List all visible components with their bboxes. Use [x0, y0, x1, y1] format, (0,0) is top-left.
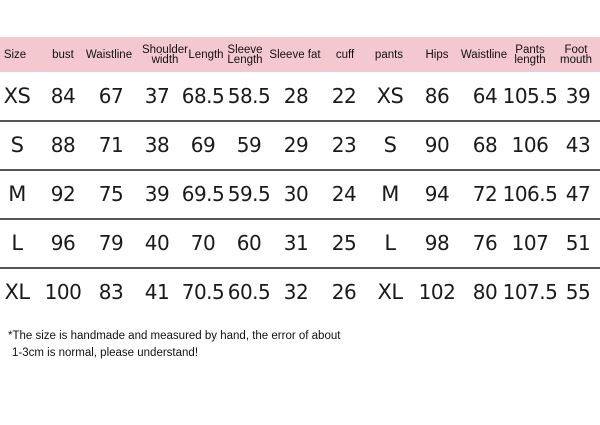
- measurement-cell: 38: [144, 133, 170, 157]
- measurement-cell: 88: [50, 133, 76, 157]
- header-cell: Waistline: [85, 48, 133, 61]
- measurement-cell: 55: [565, 280, 591, 304]
- measurement-cell: 70.5: [181, 280, 225, 304]
- measurement-cell: 94: [424, 182, 450, 206]
- measurement-cell: 75: [98, 182, 124, 206]
- measurement-cell: 96: [50, 231, 76, 255]
- measurement-cell: 41: [144, 280, 170, 304]
- measurement-cell: 68.5: [181, 84, 225, 108]
- table-row: [0, 219, 600, 267]
- measurement-cell: 59: [236, 133, 262, 157]
- size-label-cell: L: [384, 231, 396, 255]
- measurement-cell: 86: [424, 84, 450, 108]
- table-row: [0, 268, 600, 316]
- header-cell: Size: [3, 48, 27, 61]
- measurement-cell: 106.5: [502, 182, 558, 206]
- size-label-cell: XS: [376, 84, 404, 108]
- table-row: [0, 72, 600, 120]
- measurement-cell: 60: [236, 231, 262, 255]
- measurement-cell: 67: [98, 84, 124, 108]
- table-row: [0, 121, 600, 169]
- measurement-cell: 28: [283, 84, 309, 108]
- measurement-cell: 72: [472, 182, 498, 206]
- size-label-cell: S: [383, 133, 397, 157]
- measurement-cell: 107.5: [502, 280, 558, 304]
- measurement-cell: 100: [44, 280, 82, 304]
- size-label-cell: XL: [4, 280, 30, 304]
- measurement-cell: 80: [472, 280, 498, 304]
- measurement-cell: 22: [331, 84, 357, 108]
- measurement-cell: 90: [424, 133, 450, 157]
- header-cell: Foot mouth: [560, 43, 592, 66]
- measurement-cell: 47: [565, 182, 591, 206]
- measurement-cell: 51: [565, 231, 591, 255]
- measurement-cell: 84: [50, 84, 76, 108]
- header-cell: bust: [52, 48, 74, 61]
- measurement-cell: 64: [472, 84, 498, 108]
- measurement-cell: 37: [144, 84, 170, 108]
- header-cell: Hips: [425, 48, 449, 61]
- measurement-cell: 83: [98, 280, 124, 304]
- measurement-cell: 79: [98, 231, 124, 255]
- measurement-cell: 60.5: [227, 280, 271, 304]
- measurement-cell: 23: [331, 133, 357, 157]
- measurement-cell: 25: [331, 231, 357, 255]
- size-label-cell: XL: [377, 280, 403, 304]
- size-label-cell: M: [381, 182, 399, 206]
- measurement-cell: 69.5: [181, 182, 225, 206]
- measurement-cell: 106: [511, 133, 549, 157]
- note-line-1: *The size is handmade and measured by hand, the error of about: [8, 330, 341, 342]
- measurement-cell: 24: [331, 182, 357, 206]
- measurement-cell: 98: [424, 231, 450, 255]
- header-cell: Pants length: [514, 43, 546, 66]
- size-label-cell: M: [8, 182, 26, 206]
- header-cell: Sleeve fat: [269, 48, 321, 61]
- note-line-2: 1-3cm is normal, please understand!: [12, 347, 199, 359]
- measurement-cell: 69: [190, 133, 216, 157]
- measurement-cell: 107: [511, 231, 549, 255]
- measurement-cell: 40: [144, 231, 170, 255]
- header-cell: Shoulder width: [141, 43, 189, 66]
- size-label-cell: XS: [3, 84, 31, 108]
- measurement-cell: 29: [283, 133, 309, 157]
- table-header: [0, 37, 600, 72]
- measurement-cell: 71: [98, 133, 124, 157]
- measurement-cell: 39: [565, 84, 591, 108]
- header-cell: cuff: [335, 48, 355, 61]
- measurement-cell: 105.5: [502, 84, 558, 108]
- header-cell: pants: [374, 48, 404, 61]
- header-cell: Length: [188, 48, 224, 61]
- table-row: [0, 170, 600, 218]
- measurement-cell: 68: [472, 133, 498, 157]
- measurement-cell: 92: [50, 182, 76, 206]
- measurement-cell: 76: [472, 231, 498, 255]
- row-divider: [0, 218, 600, 220]
- size-label-cell: L: [11, 231, 23, 255]
- measurement-cell: 32: [283, 280, 309, 304]
- measurement-cell: 26: [331, 280, 357, 304]
- header-cell: Waistline: [460, 48, 508, 61]
- measurement-cell: 39: [144, 182, 170, 206]
- header-cell: Sleeve Length: [227, 43, 263, 66]
- row-divider: [0, 267, 600, 269]
- measurement-cell: 30: [283, 182, 309, 206]
- measurement-cell: 70: [190, 231, 216, 255]
- measurement-cell: 102: [418, 280, 456, 304]
- size-label-cell: S: [10, 133, 24, 157]
- measurement-cell: 31: [283, 231, 309, 255]
- row-divider: [0, 120, 600, 122]
- measurement-cell: 59.5: [227, 182, 271, 206]
- size-note: [8, 328, 428, 362]
- row-divider: [0, 169, 600, 171]
- measurement-cell: 58.5: [227, 84, 271, 108]
- measurement-cell: 43: [565, 133, 591, 157]
